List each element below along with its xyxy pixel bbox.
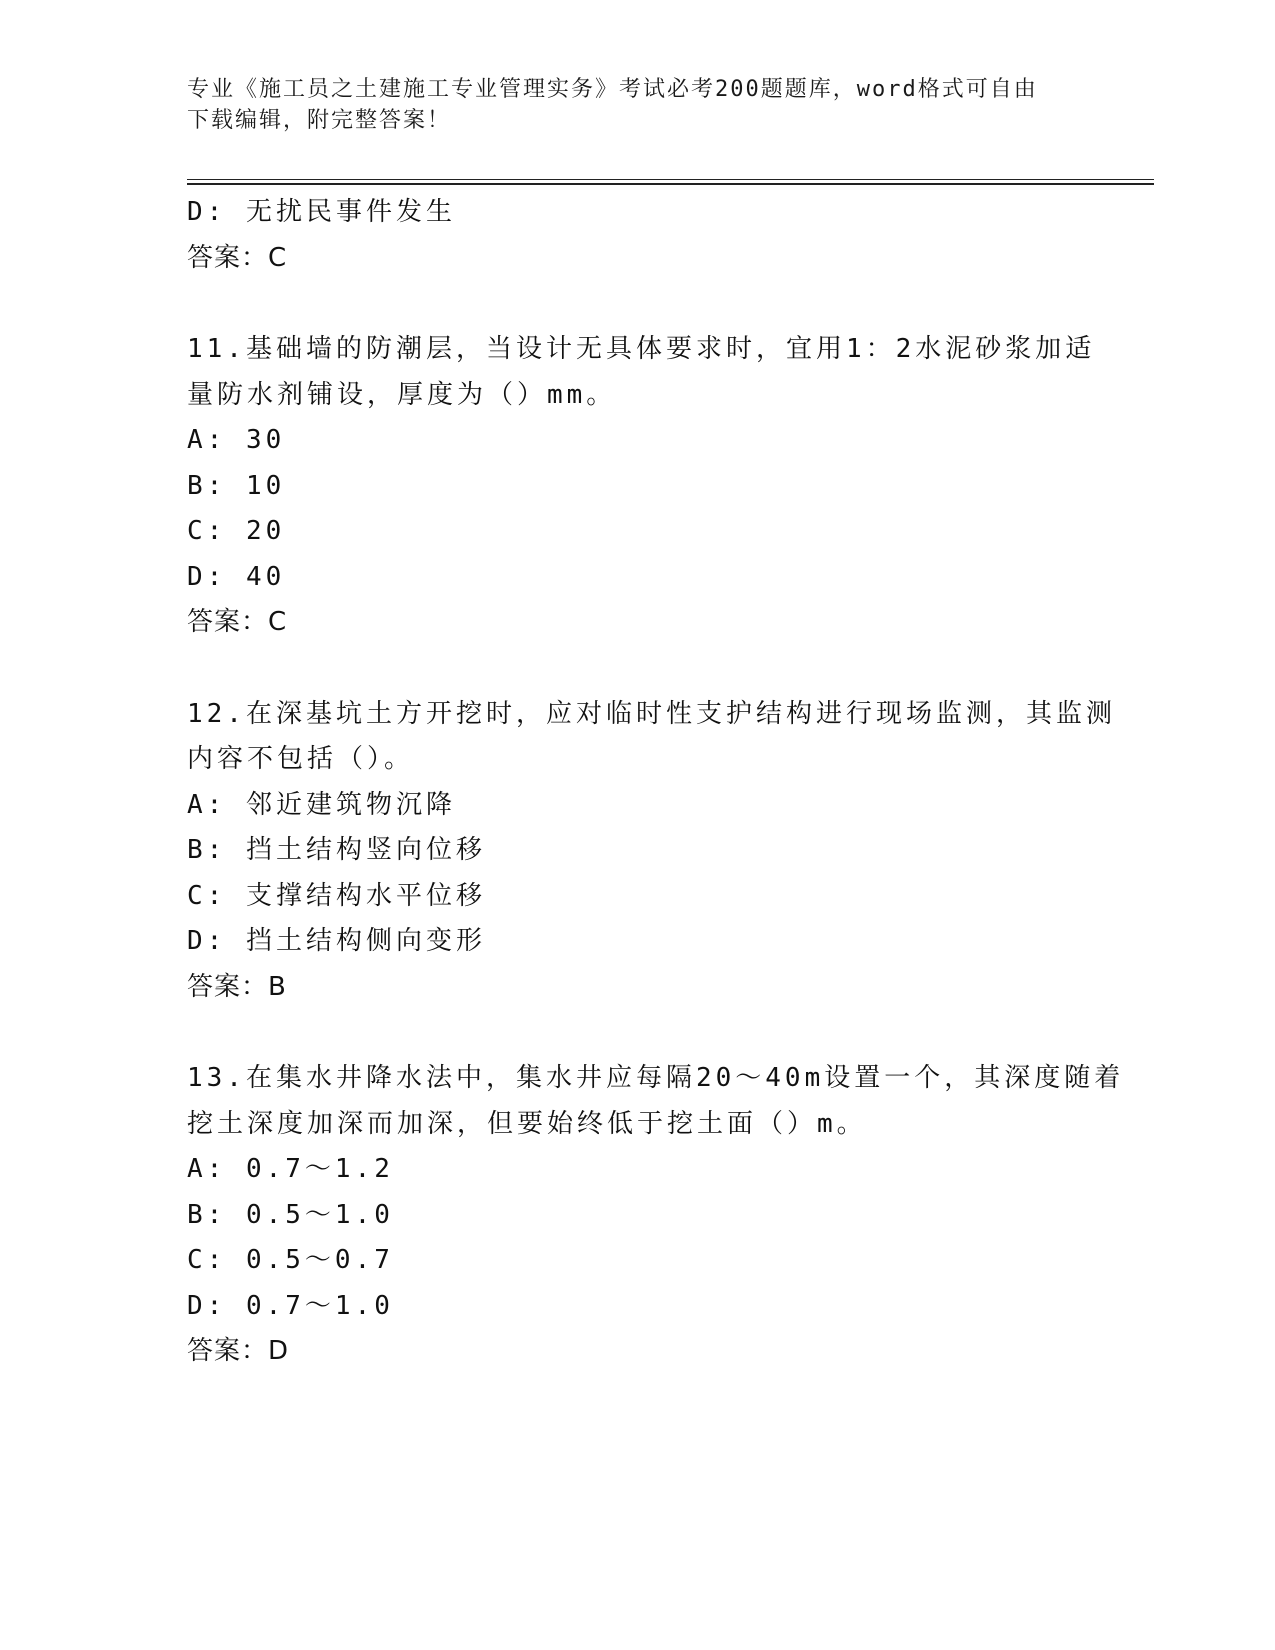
question-13-option-a: A: 0.7～1.2 (187, 1154, 394, 1184)
prev-option-d: D: 无扰民事件发生 (187, 197, 456, 227)
question-13-answer: 答案：D (187, 1336, 290, 1366)
header-rule-thin (187, 179, 1154, 180)
spacer (187, 281, 1087, 327)
question-12 (187, 692, 1116, 1011)
question-13-option-b: B: 0.5～1.0 (187, 1199, 394, 1230)
question-13 (187, 1056, 1125, 1375)
question-content (187, 190, 1125, 1375)
prev-answer: 答案：C (187, 242, 288, 273)
question-11-answer: 答案：C (187, 607, 288, 637)
header-title-line-2: 下载编辑，附完整答案！ (187, 108, 452, 133)
question-13-text-line-1: 13.在集水井降水法中，集水井应每隔20～40m设置一个，其深度随着 (187, 1063, 1125, 1093)
question-11-text-line-1: 11.基础墙的防潮层，当设计无具体要求时，宜用1：2水泥砂浆加适 (187, 334, 1096, 364)
spacer (187, 646, 1087, 692)
question-13-text-line-2: 挖土深度加深而加深，但要始终低于挖土面（）m。 (187, 1108, 867, 1139)
question-11-option-c: C: 20 (187, 516, 286, 546)
question-11 (187, 327, 1096, 646)
question-12-option-b: B: 挡土结构竖向位移 (187, 835, 486, 865)
question-12-text-line-2: 内容不包括（）。 (187, 744, 415, 774)
header-rule-thick (187, 183, 1154, 185)
question-13-option-c: C: 0.5～0.7 (187, 1245, 394, 1275)
spacer (187, 1010, 1087, 1056)
question-12-option-a: A: 邻近建筑物沉降 (187, 789, 456, 820)
question-11-text-line-2: 量防水剂铺设，厚度为（）mm。 (187, 379, 617, 410)
question-11-option-b: B: 10 (187, 470, 286, 501)
question-12-option-d: D: 挡土结构侧向变形 (187, 926, 486, 956)
question-12-option-c: C: 支撑结构水平位移 (187, 880, 486, 911)
header-title-line-1: 专业《施工员之土建施工专业管理实务》考试必考200题题库，word格式可自由 (187, 77, 1038, 102)
question-12-answer: 答案：B (187, 971, 287, 1002)
question-11-option-a: A: 30 (187, 425, 286, 455)
question-12-text-line-1: 12.在深基坑土方开挖时，应对临时性支护结构进行现场监测，其监测 (187, 698, 1116, 729)
question-13-option-d: D: 0.7～1.0 (187, 1290, 394, 1321)
document-header (187, 74, 1067, 136)
question-11-option-d: D: 40 (187, 561, 286, 592)
